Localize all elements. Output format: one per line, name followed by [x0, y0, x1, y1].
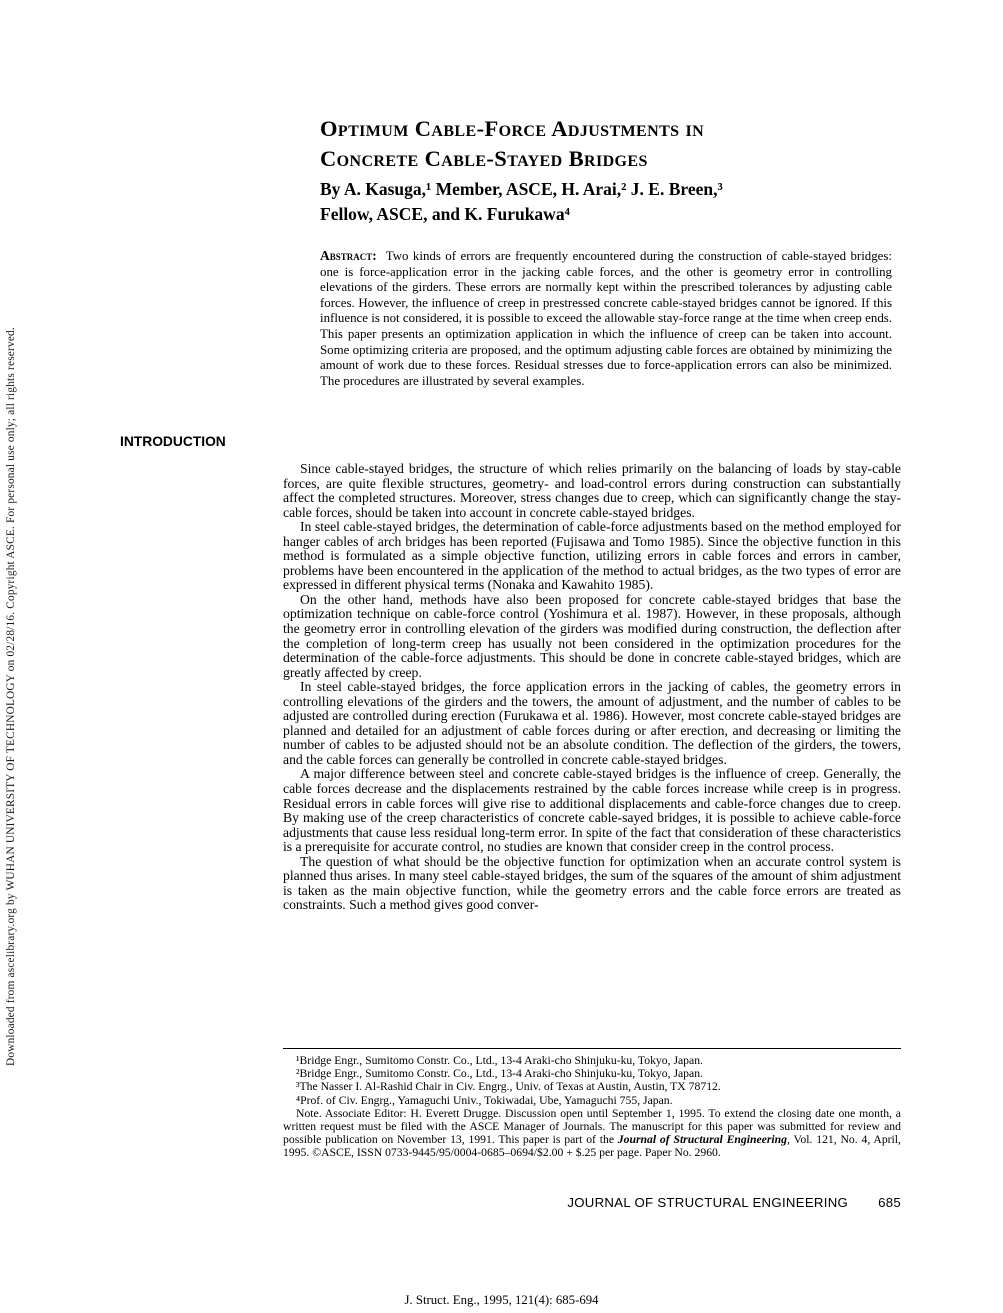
author-byline-line1: By A. Kasuga,¹ Member, ASCE, H. Arai,² J. E. Breen,³ [320, 179, 723, 199]
footnote-4: ⁴Prof. of Civ. Engrg., Yamaguchi Univ., Tokiwadai, Ube, Yamaguchi 755, Japan. [296, 1093, 673, 1107]
page-number: 685 [878, 1195, 901, 1210]
abstract [320, 248, 892, 389]
abstract-text: Two kinds of errors are frequently encountered during the construction of cable-stayed bridges: one is force-application error in the jacking cable forces, and the other is geometry error in controlling elevations of the girders. These errors are normally kept within the prescribed tolerances by adjusting cable forces. However, the influence of creep in prestressed concrete cable-stayed bridges cannot be ignored. If this influence is not considered, it is possible to exceed the allowable stay-force range at the time when creep ends. This paper presents an optimization application in which the influence of creep can be taken into account. Some optimizing criteria are proposed, and the optimum adjusting cable forces are obtained by minimizing the amount of work due to these forces. Residual stresses due to force-application errors can also be minimized. The procedures are illustrated by several examples. [320, 249, 892, 388]
citation-line: J. Struct. Eng., 1995, 121(4): 685-694 [404, 1293, 599, 1307]
journal-name: Journal of Structural Engineering [617, 1133, 787, 1147]
footnote-1: ¹Bridge Engr., Sumitomo Constr. Co., Ltd., 13-4 Araki-cho Shinjuku-ku, Tokyo, Japan. [296, 1054, 703, 1067]
journal-footer-title: JOURNAL OF STRUCTURAL ENGINEERING [567, 1195, 849, 1210]
footnotes [283, 1054, 901, 1160]
article-title-line2: Concrete Cable-Stayed Bridges [320, 146, 648, 172]
author-byline-line2: Fellow, ASCE, and K. Furukawa⁴ [320, 204, 570, 224]
abstract-label: Abstract: [320, 248, 377, 263]
editorial-note-text-2: , Vol. 121, No. 4, April, 1995. ©ASCE, ISSN 0733-9445/95/0004-0685–0694/$2.00 + $.25 per page. Paper No. 2960. [283, 1133, 901, 1160]
body-paragraph-6: The question of what should be the objective function for optimization when an accurate control system is planned thus arises. In many steel cable-stayed bridges, the sum of the squares of the amount of shim adjustment is taken as the main objective function, while the geometry errors and the cable force errors are treated as constraints. Such a method gives good conver- [283, 853, 901, 913]
body-paragraph-1: Since cable-stayed bridges, the structure of which relies primarily on the balancing of loads by stay-cable forces, are quite flexible structures, geometry- and load-control errors during construction can substantially affect the completed structures. Moreover, stress changes due to creep, which can significantly change the stay-cable forces, should be taken into account in concrete cable-stayed bridges. [283, 461, 901, 520]
editorial-note [283, 1107, 901, 1160]
body-paragraph-2: In steel cable-stayed bridges, the determination of cable-force adjustments based on the method employed for hanger cables of arch bridges has been reported (Fujisawa and Tomo 1985). Since the objective function in this method is formulated as a simple objective function, utilizing errors in cable forces and errors in camber, problems have been encountered in the application of the method to actual bridges, as the two types of error are expressed in different physical terms (Nonaka and Kawahito 1985). [283, 519, 901, 593]
footnote-2: ²Bridge Engr., Sumitomo Constr. Co., Ltd., 13-4 Araki-cho Shinjuku-ku, Tokyo, Japan. [296, 1067, 703, 1081]
download-watermark: Downloaded from ascelibrary.org by WUHAN UNIVERSITY OF TECHNOLOGY on 02/28/16. Copyright ASCE. For personal use only; all rights reserved. [5, 327, 17, 1066]
body-paragraph-3: On the other hand, methods have also been proposed for concrete cable-stayed bridges that base the optimization technique on cable-force control (Yoshimura et al. 1987). However, in these proposals, although the geometry error in controlling elevation of the girders was modified during construction, the deflection after the completion of long-term creep has usually not been considered in the optimization procedures for the determination of the cable-force adjustments. This should be done in concrete cable-stayed bridges, which are greatly affected by creep. [283, 591, 901, 680]
editorial-note-text-1: Note. Associate Editor: H. Everett Drugge. Discussion open until September 1, 1995. To extend the closing date one month, a written request must be filed with the ASCE Manager of Journals. The manuscript for this paper was submitted for review and possible publication on November 13, 1991. This paper is part of the [283, 1106, 901, 1147]
author-byline [320, 177, 723, 227]
footnote-divider [283, 1048, 901, 1049]
footnote-3: ³The Nasser I. Al-Rashid Chair in Civ. Engrg., Univ. of Texas at Austin, Austin, TX 78712. [296, 1080, 721, 1094]
body-paragraph-4: In steel cable-stayed bridges, the force application errors in the jacking of cables, the geometry errors in controlling elevations of the girders and the towers, the amount of adjustment, and the number of cables to be adjusted are controlled during erection (Furukawa et al. 1986). However, most concrete cable-stayed bridges are planned and detailed for an adjustment of cable forces during or after erection, and decreasing or limiting the number of cables to be adjusted should not be an absolute condition. The deflection of the girders, the towers, and the cable forces can generally be controlled in concrete cable-stayed bridges. [283, 679, 901, 767]
article-title-line1: Optimum Cable-Force Adjustments in [320, 116, 705, 142]
article-body [283, 462, 901, 913]
body-paragraph-5: A major difference between steel and concrete cable-stayed bridges is the influence of creep. Generally, the cable forces decrease and the displacements restrained by the cable forces increase while creep is in progress. Residual errors in cable forces will give rise to additional displacements and cable-force changes due to creep. By making use of the creep characteristics of concrete cable-sayed bridges, it is possible to achieve cable-force adjustments that cause less residual long-term error. In spite of the fact that consideration of these characteristics is a prerequisite for accurate control, no studies are known that consider creep in the control process. [283, 766, 901, 855]
article-title [320, 114, 704, 174]
section-heading-introduction: INTRODUCTION [120, 434, 226, 449]
running-footer [567, 1195, 901, 1210]
